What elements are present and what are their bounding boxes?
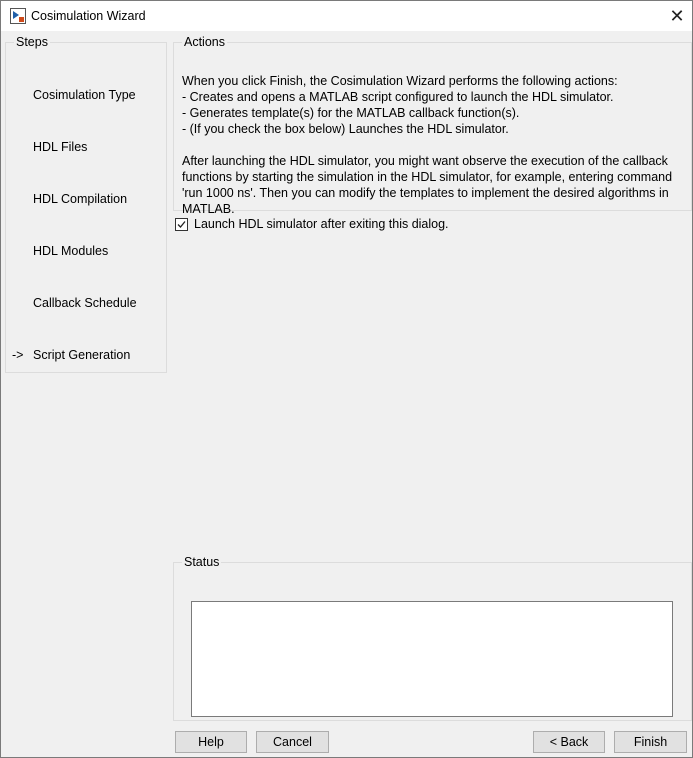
close-icon: ✕ [669, 5, 685, 26]
app-icon [10, 8, 26, 24]
close-button[interactable] [662, 1, 692, 31]
actions-note: After launching the HDL simulator, you might want observe the execution of the callback functions by starting the simulation in the HDL simulator, for example, entering command 'run 1000 ns'. Then you can modify the templates to implement the desired algorithms in MATLAB. [182, 154, 673, 216]
step-cosimulation-type: Cosimulation Type [33, 88, 136, 102]
actions-legend: Actions [184, 35, 225, 49]
checkbox-box[interactable] [175, 218, 188, 231]
launch-simulator-label: Launch HDL simulator after exiting this dialog. [194, 217, 449, 231]
checkmark-icon [176, 219, 187, 230]
step-script-generation: -> Script Generation [12, 348, 131, 362]
status-legend: Status [184, 555, 220, 569]
action-bullet: - (If you check the box below) Launches the HDL simulator. [182, 122, 509, 136]
status-panel [173, 555, 692, 721]
window-title: Cosimulation Wizard [31, 9, 146, 23]
action-bullet: - Creates and opens a MATLAB script configured to launch the HDL simulator. [182, 90, 614, 104]
help-button[interactable]: Help [175, 731, 247, 753]
back-button[interactable]: < Back [533, 731, 605, 753]
status-output[interactable] [191, 601, 673, 717]
cancel-button[interactable]: Cancel [256, 731, 329, 753]
step-hdl-compilation: HDL Compilation [33, 192, 128, 206]
steps-legend: Steps [16, 35, 48, 49]
finish-button[interactable]: Finish [614, 731, 687, 753]
step-hdl-modules: HDL Modules [33, 244, 109, 258]
actions-intro: When you click Finish, the Cosimulation Wizard performs the following actions: [182, 74, 618, 88]
action-bullet: - Generates template(s) for the MATLAB callback function(s). [182, 106, 520, 120]
step-hdl-files: HDL Files [33, 140, 88, 154]
steps-panel [5, 35, 167, 373]
actions-panel [173, 35, 692, 216]
title-bar [1, 1, 692, 31]
launch-simulator-checkbox[interactable] [175, 217, 449, 231]
step-callback-schedule: Callback Schedule [33, 296, 137, 310]
current-step-marker: -> [12, 348, 24, 362]
